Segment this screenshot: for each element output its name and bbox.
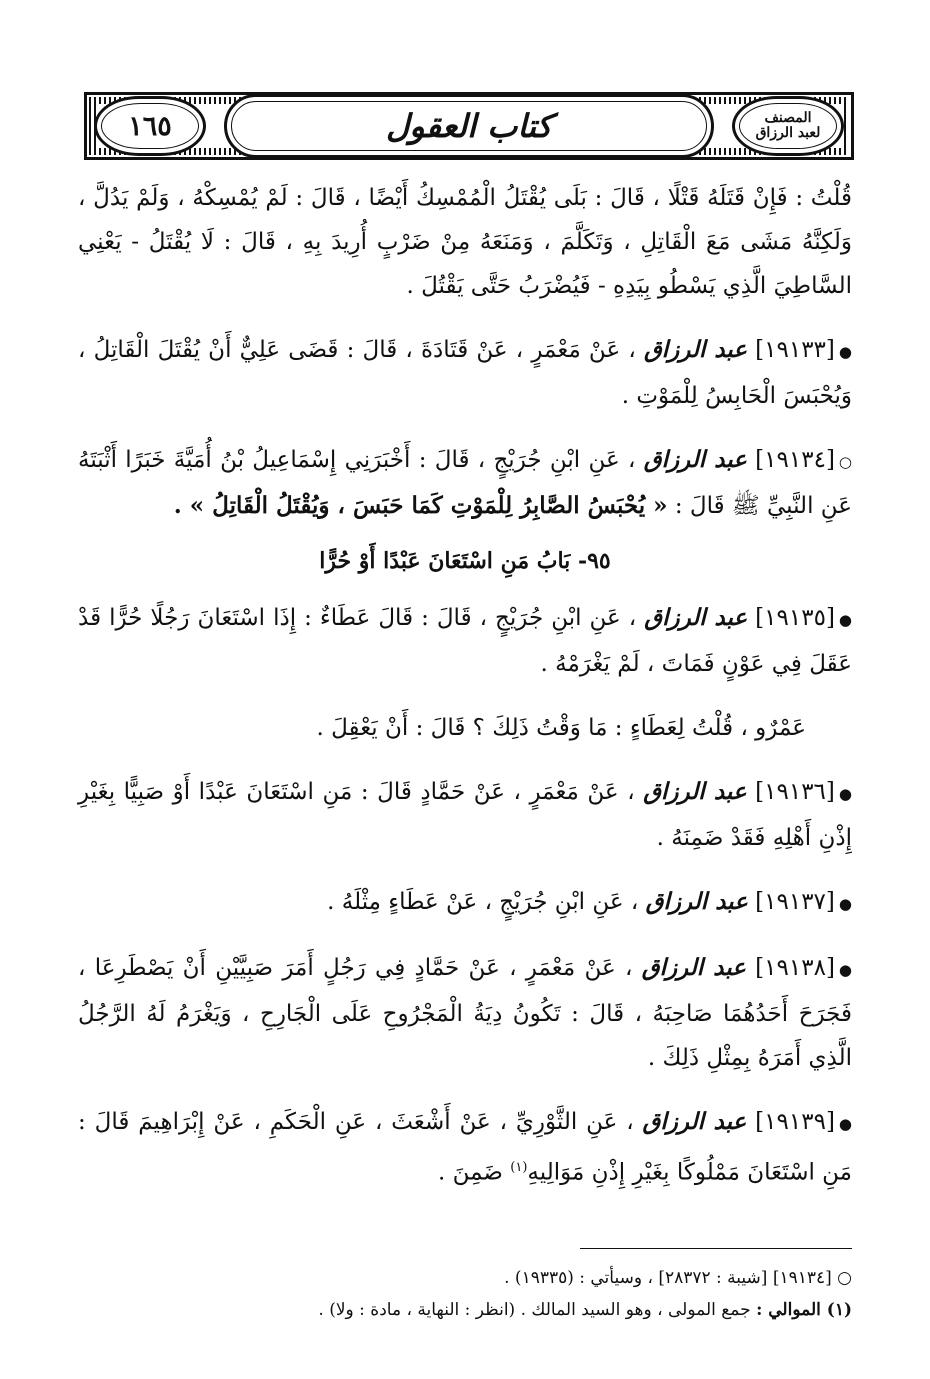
hadith-entry: ●[١٩١٣٦] عبد الرزاق ، عَنْ مَعْمَرٍ ، عَنْ حَمَّادٍ قَالَ : مَنِ اسْتَعَانَ عَبْدًا أَوْ صَبِيًّا بِغَيْرِ إِذْنِ أَهْلِهِ فَقَدْ ضَمِنَهُ .: [78, 770, 852, 860]
author-name: عبد الرزاق: [642, 1108, 747, 1135]
logo-cartouche: [732, 96, 844, 156]
paragraph: قُلْتُ : فَإِنْ قَتَلَهُ قَتْلًا ، قَالَ : بَلَى يُقْتَلُ الْمُمْسِكُ أَيْضًا ، قَالَ : لَمْ يُمْسِكْهُ ، وَلَمْ يَدُلَّ ، وَلَكِنَّهُ مَشَى مَعَ الْقَاتِلِ ، وَتَكَلَّمَ ، وَمَنَعَهُ مِنْ ضَرْبٍ أُرِيدَ بِهِ ، قَالَ : لَا يُقْتَلُ - يَعْنِي السَّاطِيَ الَّذِي يَسْطُو بِيَدِهِ - فَيُضْرَبُ حَتَّى يَقْتُلَ .: [78, 185, 852, 299]
hadith-number: [١٩١٣٤]: [755, 447, 835, 473]
hadith-entry: ●[١٩١٣٣] عبد الرزاق ، عَنْ مَعْمَرٍ ، عَنْ قَتَادَةَ ، قَالَ : قَضَى عَلِيٌّ أَنْ يُقْتَلَ الْقَاتِلُ ، وَيُحْبَسَ الْحَابِسُ لِلْمَوْتِ .: [78, 328, 852, 418]
hadith-number: [١٩١٣٨]: [755, 955, 835, 981]
footnote-reference[interactable]: (١): [510, 1160, 528, 1175]
book-logo: المصنف لعبد الرزاق: [755, 110, 821, 141]
chapter-heading: ٩٥- بَابُ مَنِ اسْتَعَانَ عَبْدًا أَوْ حُرًّا: [319, 548, 611, 574]
footnote-1: (١) الموالي : جمع المولى ، وهو السيد المالك . (انظر : النهاية ، مادة : ولا) .: [318, 1300, 852, 1320]
indented-paragraph: عَمْرٌو ، قُلْتُ لِعَطَاءٍ : مَا وَقْتُ ذَلِكَ ؟ قَالَ : أَنْ يَعْقِلَ .: [316, 715, 806, 741]
main-text: [78, 176, 852, 1215]
hadith-number: [١٩١٣٥]: [755, 605, 835, 631]
prophetic-quote: « يُحْبَسُ الصَّابِرُ لِلْمَوْتِ كَمَا حَبَسَ ، وَيُقْتَلُ الْقَاتِلُ » .: [173, 492, 668, 519]
hadith-number: [١٩١٣٣]: [755, 337, 835, 363]
title-cartouche: [224, 94, 714, 158]
bullet-marker: ●: [838, 895, 852, 913]
hadith-entry: ●[١٩١٣٨] عبد الرزاق ، عَنْ مَعْمَرٍ ، عَنْ حَمَّادٍ فِي رَجُلٍ أَمَرَ صَبِيَّيْنِ أَنْ يَصْطَرِعَا ، فَجَرَحَ أَحَدُهُمَا صَاحِبَهُ ، قَالَ : تَكُونُ دِيَةُ الْمَجْرُوحِ عَلَى الْجَارِحِ ، وَيَغْرَمُ لَهُ الرَّجُلُ الَّذِي أَمَرَهُ بِمِثْلِ ذَلِكَ .: [78, 946, 852, 1080]
hadith-entry: ●[١٩١٣٧] عبد الرزاق ، عَنِ ابْنِ جُرَيْجٍ ، عَنْ عَطَاءٍ مِثْلَهُ .: [78, 880, 852, 926]
author-name: عبد الرزاق: [644, 604, 748, 631]
author-name: عبد الرزاق: [643, 336, 747, 363]
circle-marker: ○: [838, 453, 853, 471]
page-number: ١٦٥: [128, 110, 172, 142]
hadith-number: [١٩١٣٩]: [755, 1109, 835, 1135]
page-number-cartouche: [94, 96, 206, 156]
hadith-number: [١٩١٣٧]: [755, 889, 835, 915]
footnote-source: ○ [١٩١٣٤] [شيبة : ٢٨٣٧٢] ، وسيأتي : (١٩٣٣٥) .: [504, 1268, 852, 1288]
author-name: عبد الرزاق: [643, 446, 747, 473]
page-header: [84, 92, 854, 160]
bullet-marker: ●: [838, 785, 852, 803]
footnote-divider: [580, 1248, 852, 1249]
author-name: عبد الرزاق: [645, 888, 748, 915]
hadith-entry: ●[١٩١٣٥] عبد الرزاق ، عَنِ ابْنِ جُرَيْجٍ ، قَالَ : قَالَ عَطَاءٌ : إِذَا اسْتَعَانَ رَجُلًا حُرًّا قَدْ عَقَلَ فِي عَوْنٍ فَمَاتَ ، لَمْ يَغْرَمْهُ .: [78, 596, 852, 686]
bullet-marker: ●: [838, 343, 852, 361]
bullet-marker: ●: [838, 1115, 853, 1133]
hadith-number: [١٩١٣٦]: [755, 779, 835, 805]
bullet-marker: ●: [838, 961, 853, 979]
footnotes: [78, 1262, 852, 1326]
author-name: عبد الرزاق: [643, 778, 747, 805]
hadith-entry: ○[١٩١٣٤] عبد الرزاق ، عَنِ ابْنِ جُرَيْجٍ ، قَالَ : أَخْبَرَنِي إِسْمَاعِيلُ بْنُ أُمَيَّةَ خَبَرًا أَثْبَتَهُ عَنِ النَّبِيِّ ﷺ قَالَ : « يُحْبَسُ الصَّابِرُ لِلْمَوْتِ كَمَا حَبَسَ ، وَيُقْتَلُ الْقَاتِلُ » .: [78, 438, 852, 528]
bullet-marker: ●: [838, 611, 853, 629]
book-title: كتاب العقول: [386, 107, 552, 145]
hadith-entry: ●[١٩١٣٩] عبد الرزاق ، عَنِ الثَّوْرِيِّ ، عَنْ أَشْعَثَ ، عَنِ الْحَكَمِ ، عَنْ إِبْرَاهِيمَ قَالَ : مَنِ اسْتَعَانَ مَمْلُوكًا بِغَيْرِ إِذْنِ مَوَالِيهِ$^{(١)}$ ضَمِنَ .: [78, 1100, 852, 1195]
author-name: عبد الرزاق: [641, 954, 746, 981]
